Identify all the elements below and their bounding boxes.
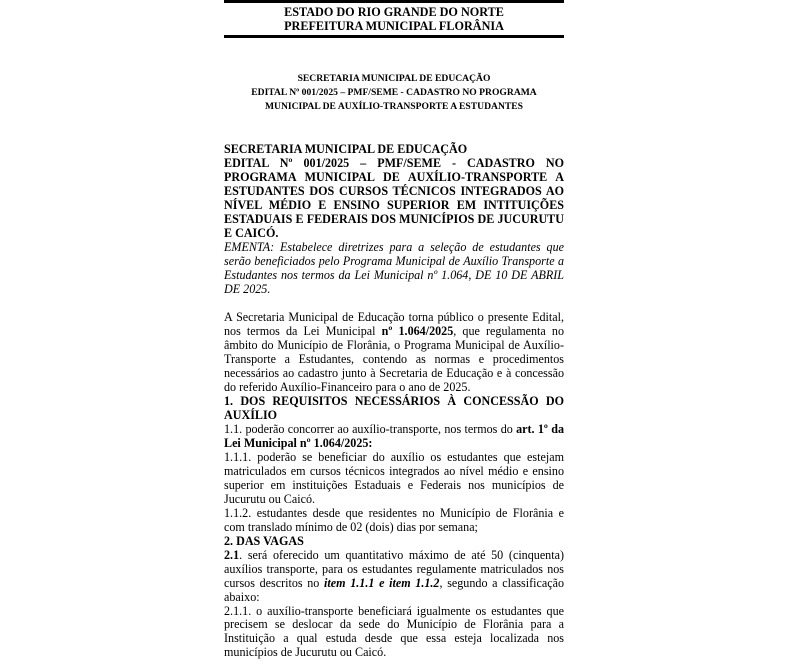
item-1-1-text: 1.1. poderão concorrer ao auxílio-transporte, nos termos do xyxy=(224,422,517,437)
intro-text-1: A Secretaria Municipal de Educação torna público o presente Edital, nos termos da Lei Municipal xyxy=(224,310,564,339)
title-edict: EDITAL Nº 001/2025 – PMF/SEME - CADASTRO NO PROGRAMA MUNICIPAL DE AUXÍLIO-TRANSPORTE A ESTUDANTES DOS CURSOS TÉCNICOS INTEGRADOS AO NÍVEL MÉDIO E ENSINO SUPERIOR EM INTITUIÇÕES ESTADUAIS E FEDERAIS DOS MUNICÍPIOS DE JUCURUTU E CAICÓ. xyxy=(224,155,564,240)
intro-law-number: nº 1.064/2025 xyxy=(381,324,454,339)
subheader-department: SECRETARIA MUNICIPAL DE EDUCAÇÃO xyxy=(297,73,491,84)
ementa: EMENTA: Estabelece diretrizes para a seleção de estudantes que serão beneficiados pelo Programa Municipal de Auxílio Transporte a Estudantes nos termos da Lei Municipal nº 1.064, DE 10 DE ABRIL DE 2025. xyxy=(224,239,564,296)
item-2-1-text-end: , segundo a classificação abaixo: xyxy=(224,575,564,604)
item-1-1-2: 1.1.2. estudantes desde que residentes no Município de Florânia e com translado mínimo de 02 (dois) dias por semana; xyxy=(224,505,564,534)
intro-paragraph xyxy=(224,311,564,395)
item-2-1-number: 2.1 xyxy=(224,547,240,562)
letterhead xyxy=(224,0,564,38)
subheader-program: MUNICIPAL DE AUXÍLIO-TRANSPORTE A ESTUDANTES xyxy=(264,101,524,112)
item-1-1-1: 1.1.1. poderão se beneficiar do auxílio os estudantes que estejam matriculados em cursos técnicos integrados ao nível médio e ensino superior em instituições Estaduais e Federais nos municípios de Jucurutu ou Caicó. xyxy=(224,450,564,506)
item-1-1-law-ref: art. 1º da Lei Municipal nº 1.064/2025: xyxy=(224,422,565,451)
subheader-edict: EDITAL Nº 001/2025 – PMF/SEME - CADASTRO NO PROGRAMA xyxy=(251,87,537,98)
item-2-1-1: 2.1.1. o auxílio-transporte beneficiará igualmente os estudantes que precisem se deslocar da sede do Município de Florânia para a Instituição a qual estuda desde que essa esteja localizada nos municípios de Jucurutu ou Caicó. xyxy=(224,603,564,660)
letterhead-state: ESTADO DO RIO GRANDE DO NORTE xyxy=(284,5,504,19)
item-2-1 xyxy=(224,549,564,605)
section-1-heading: 1. DOS REQUISITOS NECESSÁRIOS À CONCESSÃO DO AUXÍLIO xyxy=(224,394,564,423)
document-page xyxy=(224,0,564,660)
section-2-heading: 2. DAS VAGAS xyxy=(224,533,304,548)
document-body xyxy=(224,143,564,660)
document-subheader xyxy=(224,72,564,114)
letterhead-city-hall: PREFEITURA MUNICIPAL FLORÂNIA xyxy=(284,18,504,33)
item-2-1-text: . será oferecido um quantitativo máximo de até 50 (cinquenta) auxílios transporte, para os estudantes regulamente matriculados nos cursos descritos no xyxy=(224,547,564,590)
title-department: SECRETARIA MUNICIPAL DE EDUCAÇÃO xyxy=(224,142,468,156)
item-2-1-item-ref: item 1.1.1 e item 1.1.2 xyxy=(324,575,440,590)
item-1-1 xyxy=(224,423,564,451)
intro-text-2: , que regulamenta no âmbito do Município de Florânia, o Programa Municipal de Auxílio-Transporte a Estudantes, contendo as normas e procedimentos necessários ao cadastro junto à Secretaria de Educação e à concessão do referido Auxílio-Financeiro para o ano de 2025. xyxy=(224,324,565,395)
document-title xyxy=(224,143,564,241)
